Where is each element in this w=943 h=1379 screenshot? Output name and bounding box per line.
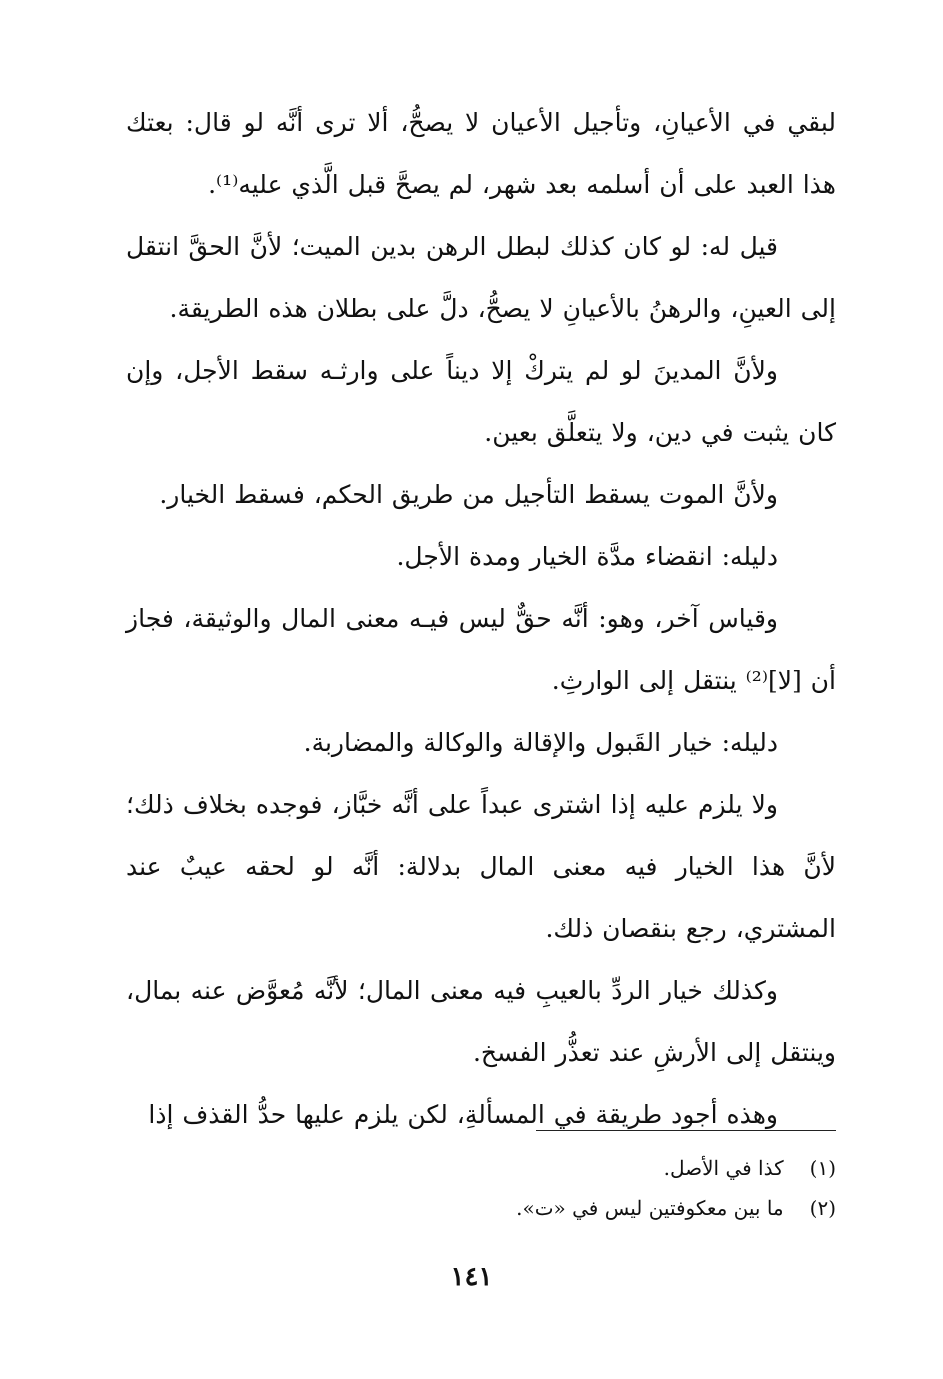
paragraph-9: وكذلك خيار الردِّ بالعيبِ فيه معنى المال؛ لأنَّه مُعوَّض عنه بمال، وينتقل إلى الأرشِ عند تعذُّر الفسخ. — [126, 976, 836, 1067]
footnote-text: كذا في الأصل. — [663, 1156, 784, 1180]
paragraph-4: ولأنَّ الموت يسقط التأجيل من طريق الحكم، فسقط الخيار. — [159, 480, 778, 509]
footnote-1 — [300, 1148, 836, 1188]
footnotes — [300, 1148, 836, 1228]
page-number: ١٤١ — [450, 1262, 493, 1292]
footnote-2 — [300, 1188, 836, 1228]
footnote-number: (٢) — [809, 1196, 836, 1220]
paragraph-7: دليله: خيار القَبول والإقالة والوكالة والمضاربة. — [303, 728, 778, 757]
paragraph-2: قيل له: لو كان كذلك لبطل الرهن بدين الميت؛ لأنَّ الحقَّ انتقل إلى العينِ، والرهنُ بالأعيانِ لا يصحُّ، دلَّ على بطلان هذه الطريقة. — [126, 232, 836, 323]
footnote-text: ما بين معكوفتين ليس في «ت». — [516, 1196, 784, 1220]
paragraph-3: ولأنَّ المدينَ لو لم يتركْ إلا ديناً على وارثـه سقط الأجل، وإن كان يثبت في دين، ولا يتعلَّق بعين. — [126, 356, 836, 447]
footnote-divider — [536, 1130, 836, 1131]
paragraph-8: ولا يلزم عليه إذا اشترى عبداً على أنَّه خبَّاز، فوجده بخلاف ذلك؛ لأنَّ هذا الخيار فيه معنى المال بدلالة: أنَّه لو لحقه عيبٌ عند المشتري، رجع بنقصان ذلك. — [126, 790, 836, 943]
footnote-number: (١) — [809, 1156, 836, 1180]
main-text — [126, 92, 836, 1146]
paragraph-1: لبقي في الأعيانِ، وتأجيل الأعيان لا يصحُّ، ألا ترى أنَّه لو قال: بعتك هذا العبد على أن أسلمه بعد شهر، لم يصحَّ قبل الَّذي عليه⁽¹⁾. — [126, 108, 836, 199]
paragraph-6: وقياس آخر، وهو: أنَّه حقٌّ ليس فيـه معنى المال والوثيقة، فجاز أن [لا]⁽²⁾ ينتقل إلى الوارثِ. — [126, 604, 836, 695]
paragraph-5: دليله: انقضاء مدَّة الخيار ومدة الأجل. — [396, 542, 778, 571]
paragraph-10: وهذه أجود طريقة في المسألةِ، لكن يلزم عليها حدُّ القذف إذا — [148, 1100, 778, 1129]
